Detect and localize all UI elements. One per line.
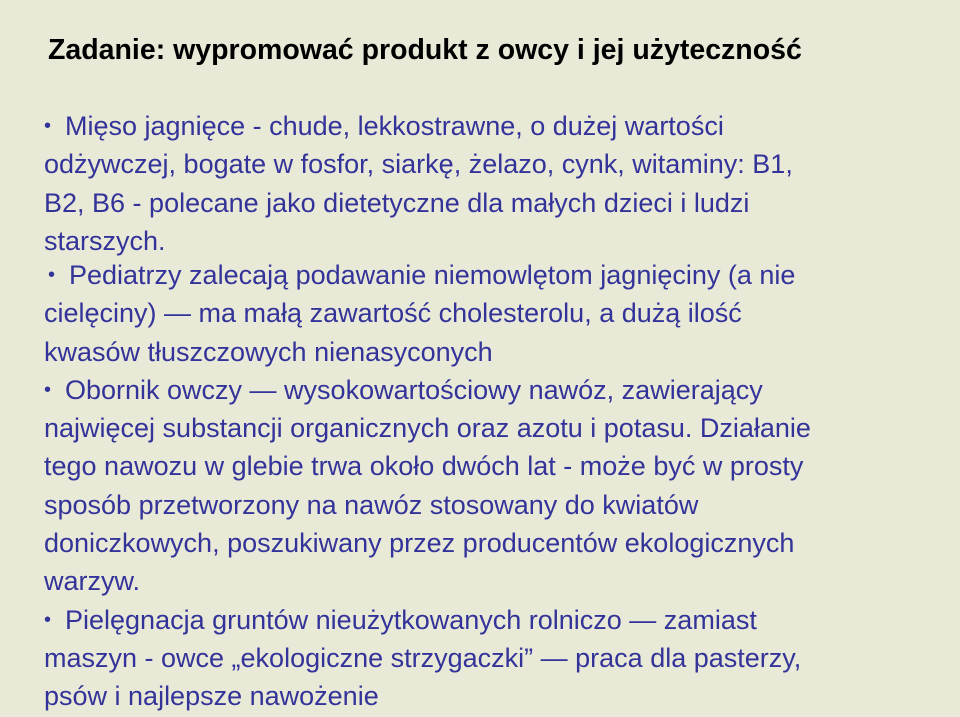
bullet-icon: • (44, 608, 52, 631)
bullet-line (44, 256, 944, 294)
continuation-line: tego nawozu w glebie trwa około dwóch lat - może być w prosty (44, 451, 804, 482)
continuation-line: B2, B6 - polecane jako dietetyczne dla małych dzieci i ludzi (44, 187, 750, 218)
slide-body-part2 (44, 256, 944, 716)
bullet-line (44, 107, 944, 145)
slide-body (44, 107, 944, 260)
bullet-text: Mięso jagnięce - chude, lekkostrawne, o dużej wartości (65, 111, 724, 141)
bullet-text: Obornik owczy — wysokowartościowy nawóz, zawierający (65, 374, 763, 405)
slide-title: Zadanie: wypromować produkt z owcy i jej użyteczność (48, 34, 802, 66)
continuation-line: psów i najlepsze nawożenie (44, 681, 379, 712)
continuation-line: cielęciny) — ma małą zawartość cholesterolu, a dużą ilość (44, 298, 742, 329)
continuation-line: odżywczej, bogate w fosfor, siarkę, żelazo, cynk, witaminy: B1, (44, 149, 793, 180)
continuation-line: doniczkowych, poszukiwany przez producentów ekologicznych (44, 528, 795, 559)
continuation-line: warzyw. (44, 566, 141, 597)
continuation-line: najwięcej substancji organicznych oraz azotu i potasu. Działanie (44, 413, 811, 444)
bullet-icon: • (48, 264, 56, 286)
continuation-line: maszyn - owce „ekologiczne strzygaczki” — praca dla pasterzy, (44, 642, 802, 673)
bullet-line (44, 601, 944, 639)
bullet-icon: • (44, 378, 52, 401)
bullet-line (44, 222, 944, 260)
bullet-text: Pediatrzy zalecają podawanie niemowlętom jagnięciny (a nie (69, 260, 796, 290)
line-text: starszych. (44, 225, 166, 256)
continuation-line: kwasów tłuszczowych nienasyconych (44, 336, 493, 367)
continuation-line: sposób przetworzony na nawóz stosowany do kwiatów (44, 489, 699, 520)
bullet-line (44, 371, 944, 409)
bullet-icon: • (44, 115, 52, 137)
bullet-text: Pielęgnacja gruntów nieużytkowanych rolniczo — zamiast (65, 604, 757, 635)
